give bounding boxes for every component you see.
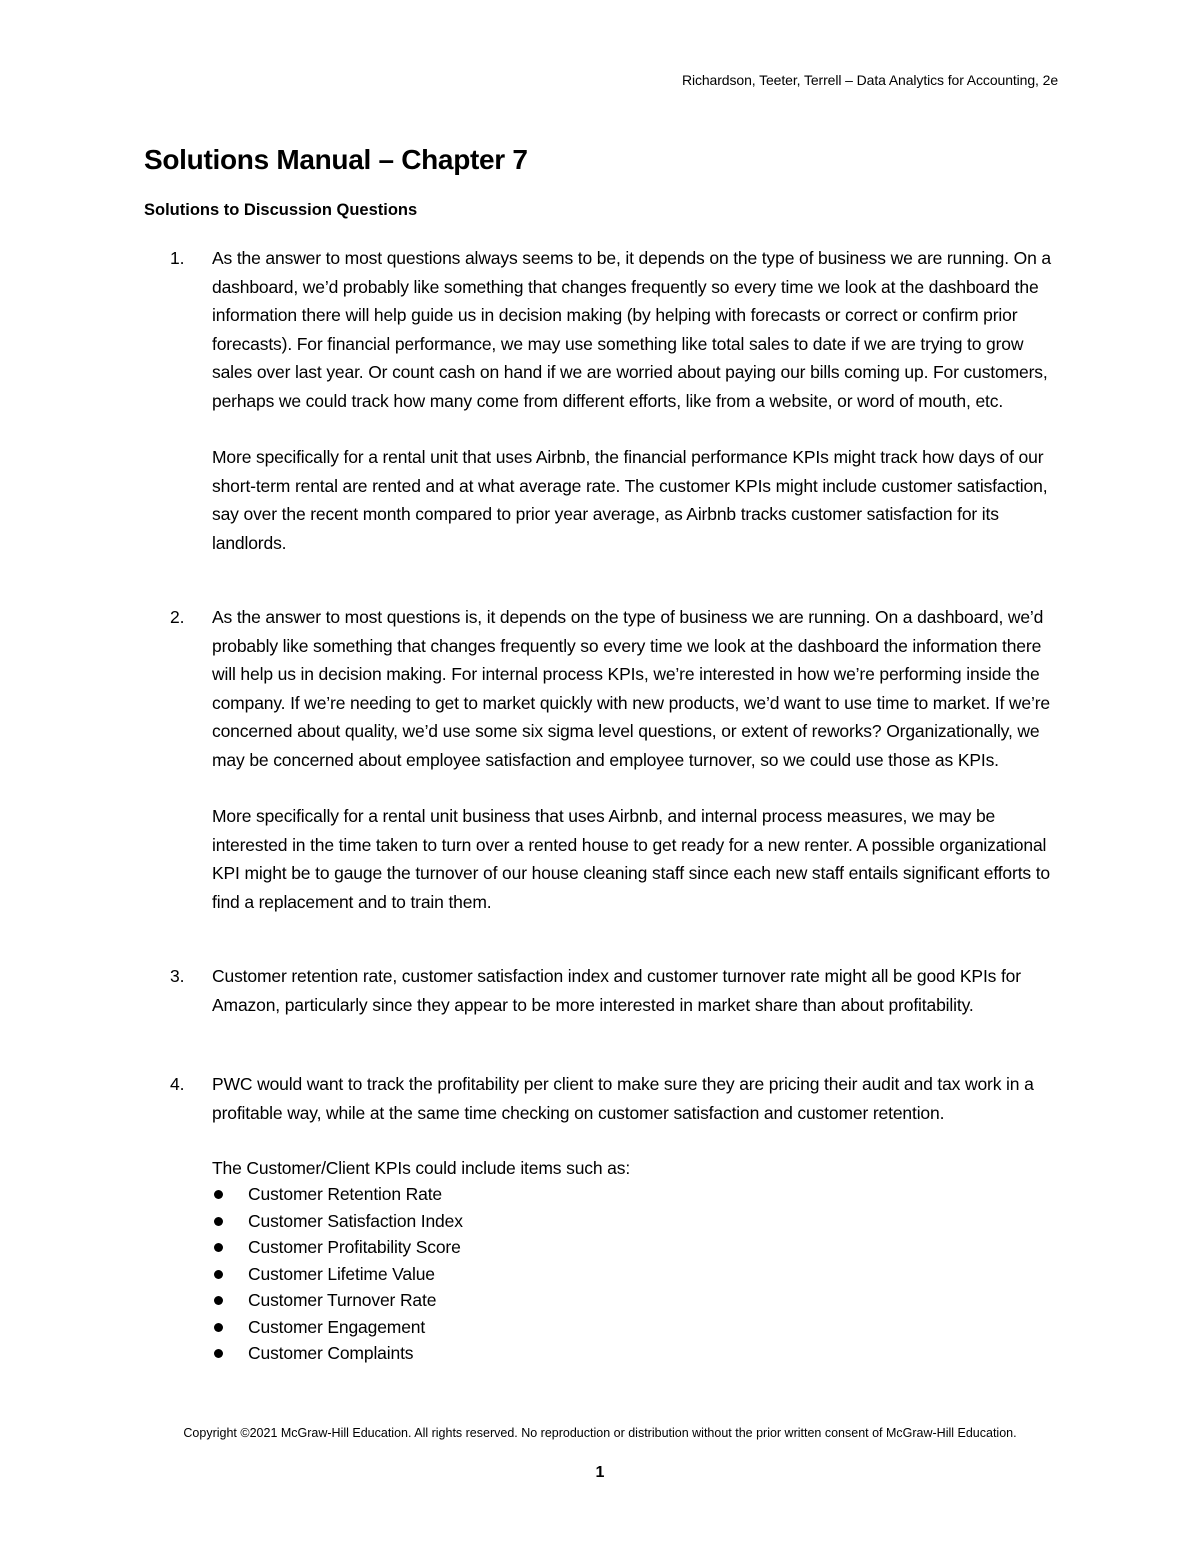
list-item [212, 1261, 1060, 1288]
question-paragraph: PWC would want to track the profitability per client to make sure they are pricing their audit and tax work in a profitable way, while at the same time checking on customer satisfaction and customer retention. [212, 1074, 1034, 1123]
bullet-icon [214, 1217, 223, 1226]
kpi-bullet-list [212, 1181, 1060, 1367]
section-subtitle: Solutions to Discussion Questions [144, 201, 418, 219]
question-paragraph: More specifically for a rental unit business that uses Airbnb, and internal process measures, we may be interested in the time taken to turn over a rented house to get ready for a new renter. A possible organizational KPI might be to gauge the turnover of our house cleaning staff since each new staff entails significant efforts to find a replacement and to train them. [212, 806, 1051, 912]
question-paragraph: As the answer to most questions is, it depends on the type of business we are running. On a dashboard, we’d probably like something that changes frequently so every time we look at the dashboard the information there will help us in decision making. For internal process KPIs, we’re interested in how we’re performing inside the company. If we’re needing to get to market quickly with new products, we’d want to use time to market. If we’re concerned about quality, we’d use some six sigma level questions, or extent of reworks? Organizationally, we may be concerned about employee satisfaction and employee turnover, so we could use those as KPIs. [212, 607, 1050, 770]
question-number: 2. [170, 607, 185, 627]
list-item-text: Customer Complaints [248, 1343, 414, 1363]
bullet-icon [214, 1296, 223, 1305]
list-item-text: Customer Engagement [248, 1316, 426, 1337]
list-item-text: Customer Turnover Rate [248, 1290, 437, 1310]
list-item-text: Customer Retention Rate [248, 1184, 443, 1204]
list-item [212, 1287, 1060, 1314]
bullet-icon [214, 1270, 223, 1279]
bullet-icon [214, 1349, 223, 1358]
running-header: Richardson, Teeter, Terrell – Data Analytics for Accounting, 2e [681, 72, 1058, 88]
bullet-icon [214, 1243, 223, 1252]
list-item-text: Customer Lifetime Value [248, 1263, 435, 1284]
question-4 [170, 1070, 1060, 1367]
question-number: 1. [170, 248, 185, 268]
question-paragraph: Customer retention rate, customer satisfaction index and customer turnover rate might all be good KPIs for Amazon, particularly since they appear to be more interested in market share than about profitability. [212, 966, 1021, 1015]
bullet-icon [214, 1190, 223, 1199]
bullet-icon [214, 1323, 223, 1332]
list-item [212, 1208, 1060, 1235]
copyright-footer: Copyright ©2021 McGraw-Hill Education. All rights reserved. No reproduction or distribution without the prior written consent of McGraw-Hill Education. [183, 1426, 1017, 1440]
question-paragraph: As the answer to most questions always seems to be, it depends on the type of business we are running. On a dashboard, we’d probably like something that changes frequently so every time we look at the dashboard the information there will help guide us in decision making (by helping with forecasts or correct or confirm prior forecasts). For financial performance, we may use something like total sales to date if we are trying to grow sales over last year. Or count cash on hand if we are worried about paying our bills coming up. For customers, perhaps we could track how many come from different efforts, like from a website, or word of mouth, etc. [212, 248, 1052, 411]
list-item [212, 1340, 1060, 1367]
question-paragraph: More specifically for a rental unit that uses Airbnb, the financial performance KPIs might track how days of our short-term rental are rented and at what average rate. The customer KPIs might include customer satisfaction, say over the recent month compared to prior year average, as Airbnb tracks customer satisfaction for its landlords. [212, 447, 1048, 553]
list-item [212, 1314, 1060, 1341]
list-item [212, 1234, 1060, 1261]
question-number: 4. [170, 1074, 185, 1094]
question-3 [170, 962, 1060, 1019]
page-number: 1 [595, 1464, 605, 1481]
page-title: Solutions Manual – Chapter 7 [144, 144, 528, 175]
question-number: 3. [170, 966, 185, 986]
question-2 [170, 603, 1060, 916]
list-item-text: Customer Satisfaction Index [248, 1210, 463, 1231]
list-item-text: Customer Profitability Score [248, 1237, 461, 1257]
question-paragraph: The Customer/Client KPIs could include items such as: [212, 1158, 631, 1178]
question-1 [170, 244, 1060, 557]
list-item [212, 1181, 1060, 1208]
